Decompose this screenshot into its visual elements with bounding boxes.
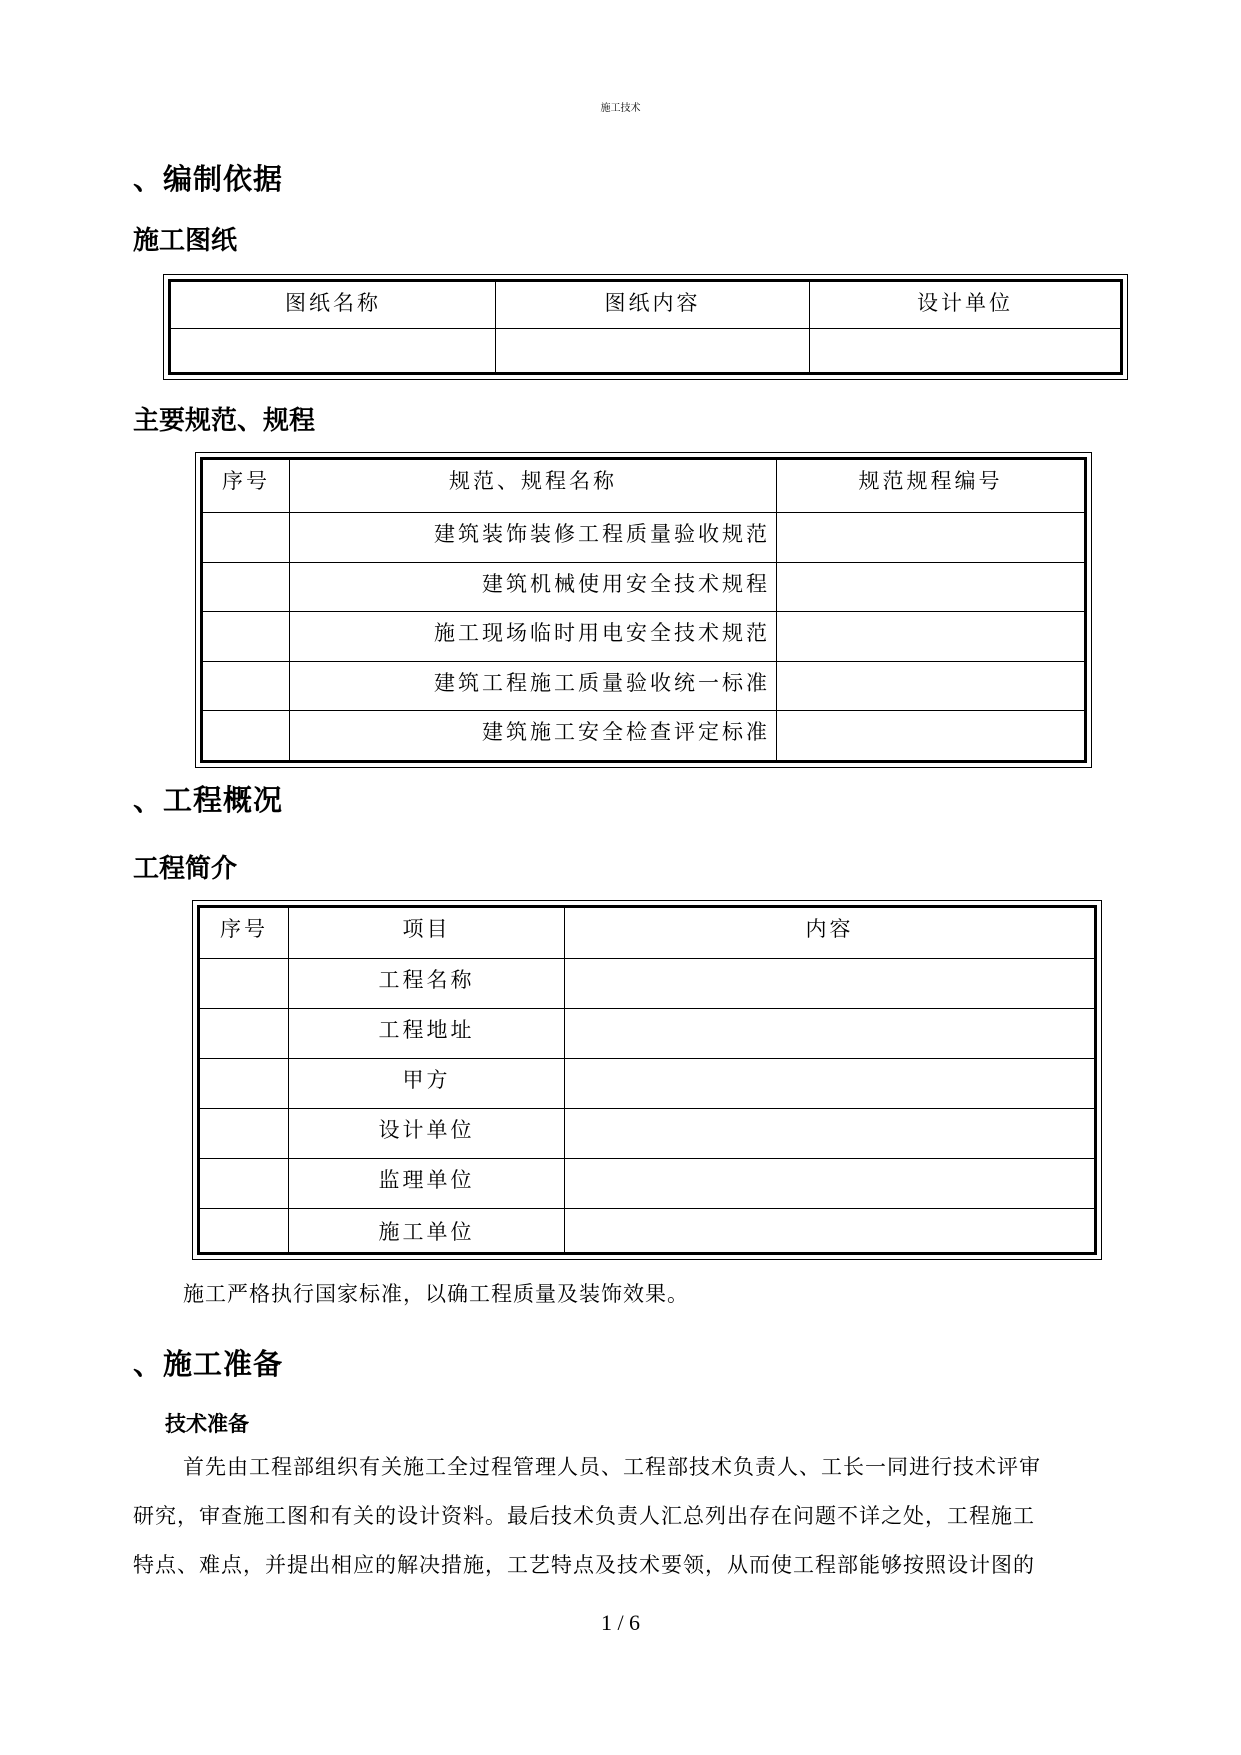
table-cell: 监理单位 [289, 1159, 565, 1209]
table-cell [810, 329, 1122, 374]
table-cell [777, 562, 1086, 612]
page-header: 施工技术 [600, 103, 641, 114]
header-drawing-name: 图纸名称 [170, 281, 496, 329]
header-serial: 序号 [202, 459, 290, 513]
header-design-unit: 设计单位 [810, 281, 1122, 329]
subheading-intro: 工程简介 [133, 854, 238, 884]
table-cell [565, 959, 1096, 1009]
table-cell: 建筑施工安全检查评定标准 [290, 711, 777, 762]
table-cell [496, 329, 810, 374]
table-cell [199, 1159, 289, 1209]
table-cell [777, 612, 1086, 662]
table-cell [565, 1159, 1096, 1209]
header-code-number: 规范规程编号 [777, 459, 1086, 513]
header-drawing-content: 图纸内容 [496, 281, 810, 329]
header-content: 内容 [565, 907, 1096, 959]
section-heading-overview: 、工程概况 [133, 783, 284, 817]
table-cell: 施工单位 [289, 1209, 565, 1254]
section-heading-preparation: 、施工准备 [133, 1347, 284, 1381]
table-cell [199, 1109, 289, 1159]
table-cell: 建筑装饰装修工程质量验收规范 [290, 513, 777, 563]
page-number: 1 / 6 [600, 1610, 641, 1635]
table-cell: 建筑工程施工质量验收统一标准 [290, 661, 777, 711]
table-cell [202, 513, 290, 563]
header-item: 项目 [289, 907, 565, 959]
table-cell: 设计单位 [289, 1109, 565, 1159]
note-paragraph: 施工严格执行国家标准，以确工程质量及装饰效果。 [183, 1282, 689, 1306]
tech-paragraph-line-3: 特点、难点，并提出相应的解决措施，工艺特点及技术要领，从而使工程部能够按照设计图的 [133, 1553, 1035, 1577]
table-cell [777, 661, 1086, 711]
table-cell [199, 1009, 289, 1059]
tech-paragraph-line-2: 研究，审查施工图和有关的设计资料。最后技术负责人汇总列出存在问题不详之处，工程施工 [133, 1504, 1035, 1528]
table-cell [202, 562, 290, 612]
drawings-table [163, 274, 1128, 380]
table-cell: 工程名称 [289, 959, 565, 1009]
table-cell [170, 329, 496, 374]
header-serial: 序号 [199, 907, 289, 959]
table-cell [202, 661, 290, 711]
table-cell: 甲方 [289, 1059, 565, 1109]
table-cell [202, 612, 290, 662]
header-code-name: 规范、规程名称 [290, 459, 777, 513]
section-heading-basis: 、编制依据 [133, 162, 284, 196]
table-cell [565, 1009, 1096, 1059]
subheading-tech-prep: 技术准备 [165, 1412, 249, 1436]
codes-table [195, 452, 1092, 768]
project-table [192, 900, 1102, 1260]
tech-paragraph-line-1: 首先由工程部组织有关施工全过程管理人员、工程部技术负责人、工长一同进行技术评审 [183, 1455, 1041, 1479]
table-cell [565, 1209, 1096, 1254]
table-cell [777, 513, 1086, 563]
subheading-drawings: 施工图纸 [133, 226, 238, 256]
table-cell: 施工现场临时用电安全技术规范 [290, 612, 777, 662]
table-cell: 工程地址 [289, 1009, 565, 1059]
table-cell: 建筑机械使用安全技术规程 [290, 562, 777, 612]
table-cell [777, 711, 1086, 762]
subheading-codes: 主要规范、规程 [133, 406, 316, 436]
table-cell [565, 1059, 1096, 1109]
table-cell [565, 1109, 1096, 1159]
table-cell [202, 711, 290, 762]
table-cell [199, 1209, 289, 1254]
table-cell [199, 959, 289, 1009]
table-cell [199, 1059, 289, 1109]
